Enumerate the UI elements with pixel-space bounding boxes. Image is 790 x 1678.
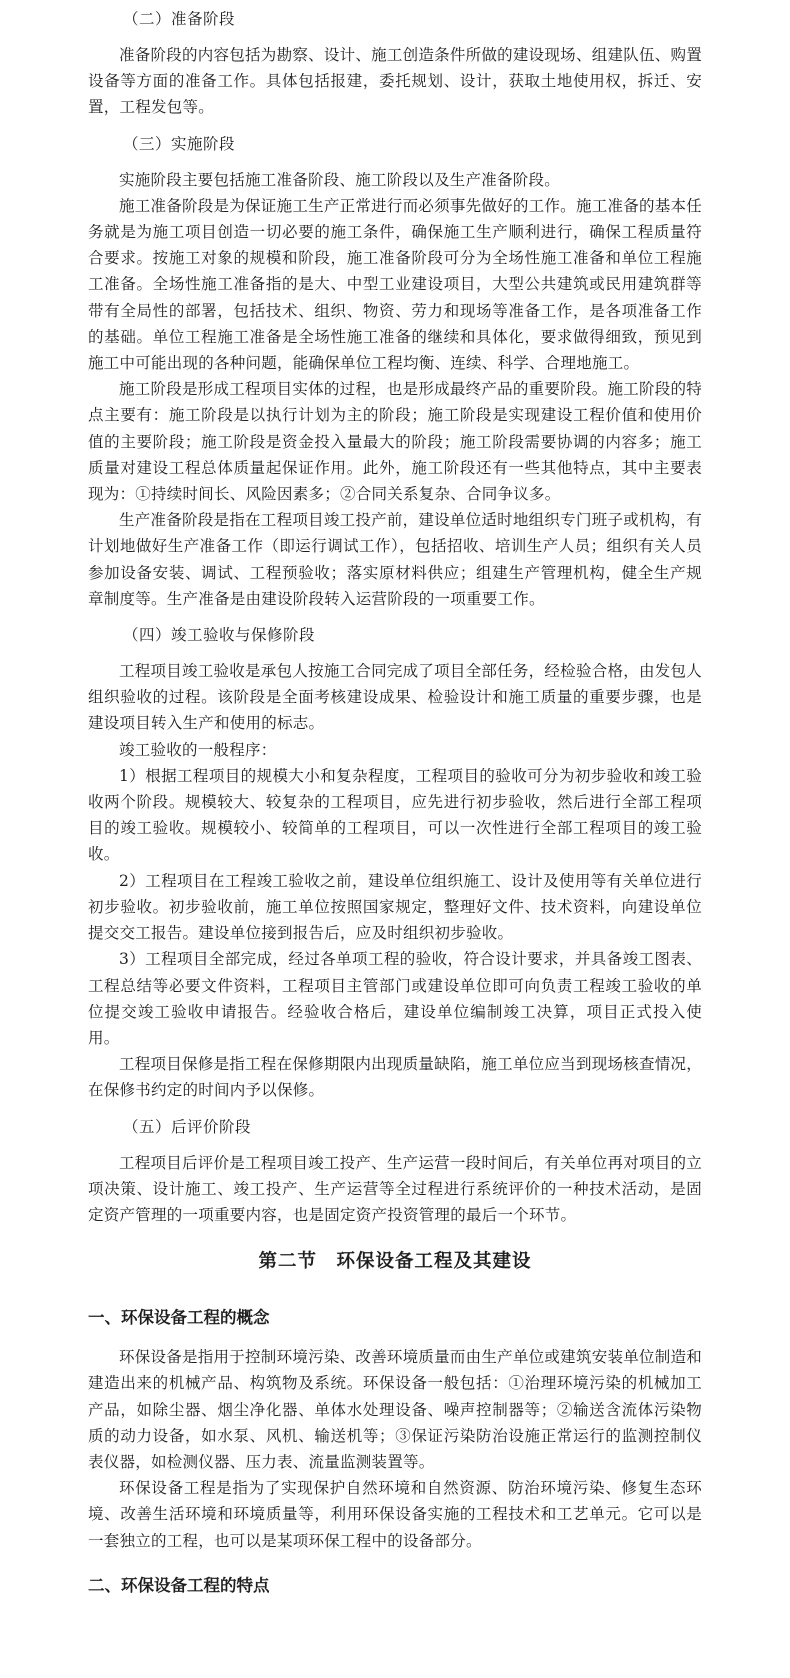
heading-prep-stage: （二）准备阶段 <box>123 10 236 28</box>
paragraph: 实施阶段主要包括施工准备阶段、施工阶段以及生产准备阶段。 <box>119 170 561 189</box>
heading-implementation-stage: （三）实施阶段 <box>123 134 236 153</box>
heading-acceptance-stage: （四）竣工验收与保修阶段 <box>123 626 316 645</box>
heading-features: 二、环保设备工程的特点 <box>88 1575 270 1595</box>
heading-post-evaluation-stage: （五）后评价阶段 <box>123 1117 252 1136</box>
paragraph: 竣工验收的一般程序： <box>119 740 277 759</box>
paragraph: 准备阶段的内容包括为勘察、设计、施工创造条件所做的建设现场、组建队伍、购置设备等方面的准备工作。具体包括报建，委托规划、设计，获取土地使用权，拆迁、安置，工程发包等。 <box>88 46 702 117</box>
paragraph: 2）工程项目在工程竣工验收之前，建设单位组织施工、设计及使用等有关单位进行初步验收。初步验收前，施工单位按照国家规定，整理好文件、技术资料，向建设单位提交交工报告。建设单位接到报告后，应及时组织初步验收。 <box>88 871 702 943</box>
paragraph: 施工准备阶段是为保证施工生产正常进行而必须事先做好的工作。施工准备的基本任务就是为施工项目创造一切必要的施工条件，确保施工生产顺利进行，确保工程质量符合要求。按施工对象的规模和阶段，施工准备阶段可分为全场性施工准备和单位工程施工准备。全场性施工准备指的是大、中型工业建设项目，大型公共建筑或民用建筑群等带有全局性的部署，包括技术、组织、物资、劳力和现场等准备工作，是各项准备工作的基础。单位工程施工准备是全场性施工准备的继续和具体化，要求做得细致，预见到施工中可能出现的各种问题，能确保单位工程均衡、连续、科学、合理地施工。 <box>88 196 702 373</box>
paragraph: 环保设备是指用于控制环境污染、改善环境质量而由生产单位或建筑安装单位制造和建造出来的机械产品、构筑物及系统。环保设备一般包括：①治理环境污染的机械加工产品，如除尘器、烟尘净化器、单体水处理设备、噪声控制器等；②输送含流体污染物质的动力设备，如水泵、风机、输送机等；③保证污染防治设施正常运行的监测控制仪表仪器，如检测仪器、压力表、流量监测装置等。 <box>88 1348 702 1471</box>
paragraph: 工程项目后评价是工程项目竣工投产、生产运营一段时间后，有关单位再对项目的立项决策、设计施工、竣工投产、生产运营等全过程进行系统评价的一种技术活动，是固定资产管理的一项重要内容，也是固定资产投资管理的最后一个环节。 <box>88 1153 702 1224</box>
paragraph: 1）根据工程项目的规模大小和复杂程度，工程项目的验收可分为初步验收和竣工验收两个阶段。规模较大、较复杂的工程项目，应先进行初步验收，然后进行全部工程项目的竣工验收。规模较小、较简单的工程项目，可以一次性进行全部工程项目的竣工验收。 <box>88 766 702 864</box>
paragraph: 工程项目保修是指工程在保修期限内出现质量缺陷，施工单位应当到现场核查情况，在保修书约定的时间内予以保修。 <box>88 1055 702 1100</box>
paragraph: 工程项目竣工验收是承包人按施工合同完成了项目全部任务，经检验合格，由发包人组织验收的过程。该阶段是全面考核建设成果、检验设计和施工质量的重要步骤，也是建设项目转入生产和使用的标志。 <box>88 662 702 733</box>
paragraph: 3）工程项目全部完成，经过各单项工程的验收，符合设计要求，并具备竣工图表、工程总结等必要文件资料，工程项目主管部门或建设单位即可向负责工程竣工验收的单位提交竣工验收申请报告。经验收合格后，建设单位编制竣工决算，项目正式投入使用。 <box>88 950 702 1047</box>
paragraph: 环保设备工程是指为了实现保护自然环境和自然资源、防治环境污染、修复生态环境、改善生活环境和环境质量等，利用环保设备实施的工程技术和工艺单元。它可以是一套独立的工程，也可以是某项环保工程中的设备部分。 <box>88 1479 702 1550</box>
paragraph: 生产准备阶段是指在工程项目竣工投产前，建设单位适时地组织专门班子或机构，有计划地做好生产准备工作（即运行调试工作），包括招收、培训生产人员；组织有关人员参加设备安装、调试、工程预验收；落实原材料供应；组建生产管理机构，健全生产规章制度等。生产准备是由建设阶段转入运营阶段的一项重要工作。 <box>88 511 702 608</box>
chapter-title: 第二节 环保设备工程及其建设 <box>258 1251 532 1273</box>
paragraph: 施工阶段是形成工程项目实体的过程，也是形成最终产品的重要阶段。施工阶段的特点主要有：施工阶段是以执行计划为主的阶段；施工阶段是实现建设工程价值和使用价值的主要阶段；施工阶段是资金投入量最大的阶段；施工阶段需要协调的内容多；施工质量对建设工程总体质量起保证作用。此外，施工阶段还有一些其他特点，其中主要表现为：①持续时间长、风险因素多；②合同关系复杂、合同争议多。 <box>88 380 702 504</box>
heading-concept: 一、环保设备工程的概念 <box>88 1308 270 1328</box>
